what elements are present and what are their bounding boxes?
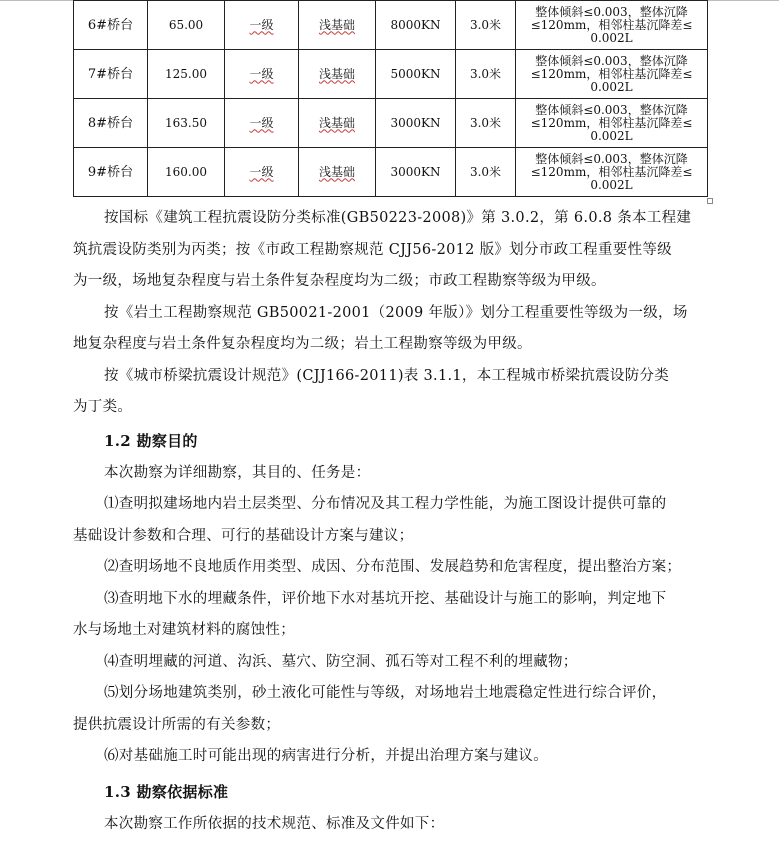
load-cell-text: 5000KN bbox=[390, 66, 441, 81]
grade-cell-text: 一级 bbox=[249, 164, 274, 179]
requirement-line: ≤120mm，相邻柱基沉降差≤ bbox=[530, 66, 693, 81]
depth-cell bbox=[456, 99, 516, 148]
list-item-line: 基础设计参数和合理、可行的基础设计方案与建议； bbox=[73, 527, 414, 544]
list-item-line: ⑹对基础施工时可能出现的病害进行分析，并提出治理方案与建议。 bbox=[104, 748, 548, 764]
list-item-line: ⑷查明埋藏的河道、沟浜、墓穴、防空洞、孤石等对工程不利的埋藏物； bbox=[104, 653, 578, 670]
paragraph-line: 本次勘察为详细勘察，其目的、任务是： bbox=[104, 464, 371, 481]
grade-cell-text: 一级 bbox=[249, 66, 274, 81]
requirement-line: ≤120mm，相邻柱基沉降差≤ bbox=[530, 17, 693, 32]
requirement-line: 整体倾斜≤0.003，整体沉降 bbox=[535, 151, 688, 166]
paragraph-line: 地复杂程度与岩土条件复杂程度均为二级；岩土工程勘察等级为甲级。 bbox=[73, 336, 532, 352]
abutment-name-cell bbox=[74, 148, 148, 197]
depth-cell bbox=[456, 1, 516, 50]
load-cell-text: 3000KN bbox=[390, 115, 441, 130]
paragraph-line: 按《岩土工程勘察规范 GB50021-2001（2009 年版）》划分工程重要性等级为一级，场 bbox=[104, 304, 688, 321]
elevation-cell-text: 125.00 bbox=[165, 66, 207, 81]
abutment-name-cell bbox=[74, 1, 148, 50]
grade-cell bbox=[225, 1, 299, 50]
abutment-name-cell bbox=[74, 99, 148, 148]
settlement-requirement-cell bbox=[516, 99, 708, 148]
table-row bbox=[74, 50, 708, 99]
paragraph-line: 按《城市桥梁抗震设计规范》(CJJ166-2011)表 3.1.1，本工程城市桥梁抗震设防分类 bbox=[104, 367, 670, 384]
section-heading: 1.2 勘察目的 bbox=[104, 431, 198, 450]
paragraph-line: 筑抗震设防类别为丙类；按《市政工程勘察规范 CJJ56-2012 版》划分市政工程重要性等级 bbox=[73, 241, 672, 258]
requirement-line: 0.002L bbox=[590, 128, 633, 143]
paragraph-line: 为一级，场地复杂程度与岩土条件复杂程度均为二级；市政工程勘察等级为甲级。 bbox=[73, 273, 606, 289]
load-cell-text: 8000KN bbox=[390, 17, 441, 32]
requirement-line: 整体倾斜≤0.003，整体沉降 bbox=[535, 4, 688, 19]
settlement-requirement-cell bbox=[516, 50, 708, 99]
abutment-name-cell-text: 7#桥台 bbox=[87, 66, 134, 82]
table-row bbox=[74, 148, 708, 197]
list-item-line: 提供抗震设计所需的有关参数； bbox=[73, 716, 281, 733]
depth-cell-text: 3.0米 bbox=[469, 66, 502, 81]
grade-cell bbox=[225, 99, 299, 148]
foundation-type-cell bbox=[299, 99, 376, 148]
elevation-cell-text: 65.00 bbox=[168, 17, 204, 32]
requirement-line: 0.002L bbox=[590, 177, 633, 192]
abutment-name-cell-text: 6#桥台 bbox=[87, 17, 134, 33]
requirement-line: ≤120mm，相邻柱基沉降差≤ bbox=[530, 115, 693, 130]
foundation-type-cell bbox=[299, 1, 376, 50]
requirement-line: 0.002L bbox=[590, 79, 633, 94]
depth-cell-text: 3.0米 bbox=[469, 164, 502, 179]
document-body bbox=[73, 203, 713, 840]
paragraph-line: 为丁类。 bbox=[73, 399, 133, 415]
paragraph-line: 按国标《建筑工程抗震设防分类标准(GB50223-2008)》第 3.0.2，第 6.0.8 条本工程建 bbox=[104, 210, 692, 226]
section-heading: 1.3 勘察依据标准 bbox=[104, 782, 229, 801]
abutment-name-cell bbox=[74, 50, 148, 99]
paragraph-line: 本次勘察工作所依据的技术规范、标准及文件如下： bbox=[104, 815, 445, 832]
depth-cell bbox=[456, 50, 516, 99]
elevation-cell-text: 160.00 bbox=[165, 164, 207, 179]
load-cell bbox=[376, 50, 456, 99]
list-item-line: ⑵查明场地不良地质作用类型、成因、分布范围、发展趋势和危害程度，提出整治方案； bbox=[104, 559, 682, 575]
elevation-cell bbox=[148, 99, 225, 148]
list-item-line: ⑶查明地下水的埋藏条件，评价地下水对基坑开挖、基础设计与施工的影响，判定地下 bbox=[104, 590, 667, 607]
settlement-requirement-cell bbox=[516, 1, 708, 50]
list-item-line: 水与场地土对建筑材料的腐蚀性； bbox=[73, 622, 295, 638]
abutment-name-cell-text: 9#桥台 bbox=[87, 164, 134, 180]
table-row bbox=[74, 99, 708, 148]
abutment-name-cell-text: 8#桥台 bbox=[87, 115, 134, 131]
elevation-cell bbox=[148, 148, 225, 197]
load-cell-text: 3000KN bbox=[390, 164, 441, 179]
list-item-line: ⑸划分场地建筑类别，砂土液化可能性与等级，对场地岩土地震稳定性进行综合评价， bbox=[104, 685, 667, 701]
foundation-type-cell bbox=[299, 50, 376, 99]
load-cell bbox=[376, 99, 456, 148]
list-item-line: ⑴查明拟建场地内岩土层类型、分布情况及其工程力学性能，为施工图设计提供可靠的 bbox=[104, 496, 667, 512]
depth-cell-text: 3.0米 bbox=[469, 115, 502, 130]
bridge-abutment-table bbox=[73, 0, 708, 197]
depth-cell bbox=[456, 148, 516, 197]
requirement-line: 整体倾斜≤0.003，整体沉降 bbox=[535, 53, 688, 68]
table-row bbox=[74, 1, 708, 50]
depth-cell-text: 3.0米 bbox=[469, 17, 502, 32]
grade-cell bbox=[225, 50, 299, 99]
foundation-type-cell-text: 浅基础 bbox=[318, 66, 355, 81]
load-cell bbox=[376, 148, 456, 197]
grade-cell-text: 一级 bbox=[249, 115, 274, 130]
foundation-type-cell bbox=[299, 148, 376, 197]
requirement-line: 0.002L bbox=[590, 30, 633, 45]
load-cell bbox=[376, 1, 456, 50]
elevation-cell bbox=[148, 50, 225, 99]
grade-cell-text: 一级 bbox=[249, 17, 274, 32]
requirement-line: 整体倾斜≤0.003，整体沉降 bbox=[535, 102, 688, 117]
foundation-type-cell-text: 浅基础 bbox=[318, 164, 355, 179]
grade-cell bbox=[225, 148, 299, 197]
elevation-cell-text: 163.50 bbox=[165, 115, 207, 130]
foundation-type-cell-text: 浅基础 bbox=[318, 17, 355, 32]
elevation-cell bbox=[148, 1, 225, 50]
settlement-requirement-cell bbox=[516, 148, 708, 197]
requirement-line: ≤120mm，相邻柱基沉降差≤ bbox=[530, 164, 693, 179]
foundation-type-cell-text: 浅基础 bbox=[318, 115, 355, 130]
